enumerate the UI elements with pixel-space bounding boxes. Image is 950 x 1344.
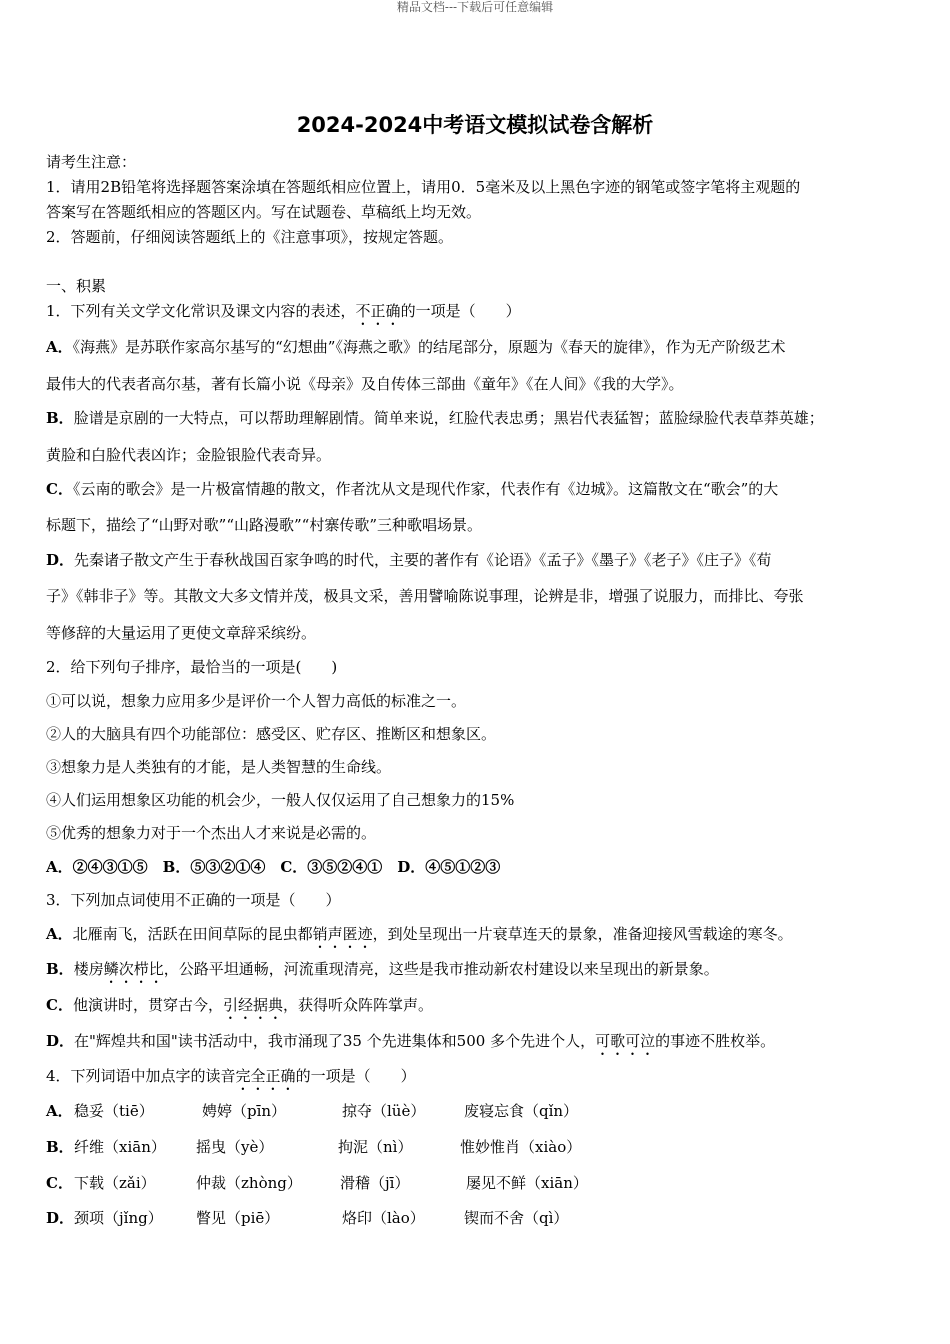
q4-item: 纤维（xiān） [74,1138,166,1156]
q1-option-b: B．脸谱是京剧的一大特点，可以帮助理解剧情。简单来说，红脸代表忠勇；黑岩代表猛智；蓝脸绿脸代表草莽英雄； [46,409,824,427]
q1-option-a-cont: 最伟大的代表者高尔基，著有长篇小说《母亲》及自传体三部曲《童年》《在人间》《我的大学》。 [46,375,684,393]
q2-sentence-3: ③想象力是人类独有的才能，是人类智慧的生命线。 [46,758,392,776]
q2-sentence-2: ②人的大脑具有四个功能部位：感受区、贮存区、推断区和想象区。 [46,725,497,743]
notice-line-2: 答案写在答题纸相应的答题区内。写在试题卷、草稿纸上均无效。 [46,203,482,221]
q1-option-a: A．《海燕》是苏联作家高尔基写的“幻想曲”《海燕之歌》的结尾部分，原题为《春天的旋律》，作为无产阶级艺术 [46,338,786,356]
q2-options: A．②④③①⑤ B．⑤③②①④ C．③⑤②④① D．④⑤①②③ [46,858,501,876]
q3-option-c: C．他演讲时，贯穿古今，引经据典，获得听众阵阵掌声。 [46,996,433,1014]
q4-item: 惟妙惟肖（xiào） [460,1138,582,1156]
q4-item: 稳妥（tiē） [74,1102,154,1120]
q4-item: 颈项（jǐng） [74,1209,163,1227]
q3-option-d: D．在"辉煌共和国"读书活动中，我市涌现了35 个先进集体和500 多个先进个人，可歌可泣的事迹不胜枚举。 [46,1032,776,1050]
q4-item: 锲而不舍（qì） [464,1209,569,1227]
q4-item: 滑稽（jī） [340,1174,410,1192]
q4-stem: 4．下列词语中加点字的读音完全正确的一项是（ ） [46,1067,416,1085]
q4-item: 瞥见（piē） [196,1209,280,1227]
q4-item: 仲裁（zhòng） [196,1174,302,1192]
q4-item: 下载（zǎi） [74,1174,156,1192]
q4-item: 废寝忘食（qǐn） [464,1102,579,1120]
q1-option-b-cont: 黄脸和白脸代表凶诈；金脸银脸代表奇异。 [46,446,332,464]
q2-stem: 2．给下列句子排序，最恰当的一项是( ) [46,658,338,676]
notice-heading: 请考生注意： [46,153,137,171]
q4-item: 娉婷（pīn） [202,1102,287,1120]
q1-option-d-cont: 子》《韩非子》等。其散文大多文情并茂，极具文采，善用譬喻陈说事理，论辨是非，增强了说服力，而排比、夸张 [46,587,804,605]
q4-item: 烙印（lào） [342,1209,425,1227]
q1-option-d-cont2: 等修辞的大量运用了更使文章辞采缤纷。 [46,624,317,642]
q3-option-a: A．北雁南飞，活跃在田间草际的昆虫都销声匿迹，到处呈现出一片衰草连天的景象，准备迎接风雪载途的寒冬。 [46,925,793,943]
q2-sentence-5: ⑤优秀的想象力对于一个杰出人才来说是必需的。 [46,824,377,842]
q1-option-c-cont: 标题下，描绘了“山野对歌”“山路漫歌”“村寨传歌”三种歌唱场景。 [46,516,483,534]
notice-line-3: 2．答题前，仔细阅读答题纸上的《注意事项》，按规定答题。 [46,228,454,246]
q4-item: 摇曳（yè） [196,1138,274,1156]
q4-item: 屡见不鲜（xiān） [466,1174,588,1192]
q4-option-label: A． [46,1102,73,1120]
q4-option-label: C． [46,1174,73,1192]
q4-option-label: B． [46,1138,74,1156]
notice-line-1: 1．请用2B铅笔将选择题答案涂填在答题纸相应位置上，请用0．5毫米及以上黑色字迹的钢笔或签字笔将主观题的 [46,178,801,196]
q4-option-label: D． [46,1209,75,1227]
header-note: 精品文档---下载后可任意编辑 [396,0,554,14]
page-title: 2024-2024中考语文模拟试卷含解析 [296,113,654,137]
q4-item: 掠夺（lüè） [342,1102,426,1120]
q3-stem: 3．下列加点词使用不正确的一项是（ ） [46,891,341,909]
q2-sentence-4: ④人们运用想象区功能的机会少，一般人仅仅运用了自己想象力的15% [46,791,515,809]
q4-item: 拘泥（nì） [338,1138,413,1156]
section-heading: 一、积累 [46,277,107,295]
q1-stem: 1．下列有关文学文化常识及课文内容的表述，不正确的一项是（ ） [46,302,521,320]
q3-option-b: B．楼房鳞次栉比，公路平坦通畅，河流重现清亮，这些是我市推动新农村建设以来呈现出的新景象。 [46,960,719,978]
q1-option-c: C．《云南的歌会》是一片极富情趣的散文，作者沈从文是现代作家，代表作有《边城》。这篇散文在“歌会”的大 [46,480,779,498]
q1-option-d: D．先秦诸子散文产生于春秋战国百家争鸣的时代，主要的著作有《论语》《孟子》《墨子》《老子》《庄子》《荀 [46,551,772,569]
q2-sentence-1: ①可以说，想象力应用多少是评价一个人智力高低的标准之一。 [46,692,467,710]
